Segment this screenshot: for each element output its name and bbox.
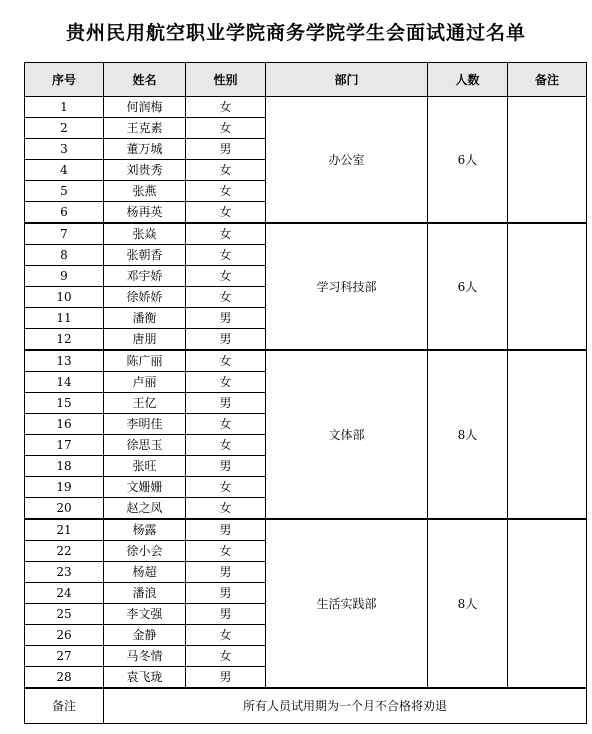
header-row	[25, 63, 587, 97]
cell-seq: 9	[25, 266, 104, 287]
cell-gender: 女	[186, 646, 266, 667]
cell-seq: 11	[25, 308, 104, 329]
cell-seq: 13	[25, 350, 104, 372]
roster-body	[25, 97, 587, 689]
cell-note	[508, 350, 587, 519]
cell-gender: 男	[186, 583, 266, 604]
cell-name: 张旺	[104, 456, 186, 477]
cell-name: 袁飞珑	[104, 667, 186, 689]
cell-gender: 女	[186, 118, 266, 139]
cell-gender: 男	[186, 456, 266, 477]
cell-gender: 女	[186, 350, 266, 372]
cell-name: 赵之凤	[104, 498, 186, 520]
cell-name: 董万城	[104, 139, 186, 160]
cell-seq: 26	[25, 625, 104, 646]
cell-note	[508, 223, 587, 350]
cell-gender: 男	[186, 667, 266, 689]
cell-name: 王克素	[104, 118, 186, 139]
cell-gender: 男	[186, 562, 266, 583]
cell-seq: 3	[25, 139, 104, 160]
cell-seq: 5	[25, 181, 104, 202]
cell-gender: 女	[186, 160, 266, 181]
cell-name: 张朝香	[104, 245, 186, 266]
cell-count: 6人	[428, 223, 508, 350]
cell-dept: 办公室	[266, 97, 428, 224]
cell-gender: 女	[186, 372, 266, 393]
cell-gender: 女	[186, 245, 266, 266]
header-dept: 部门	[266, 63, 428, 97]
cell-note	[508, 97, 587, 224]
cell-name: 李文强	[104, 604, 186, 625]
cell-name: 唐朋	[104, 329, 186, 351]
table-row	[25, 519, 587, 541]
cell-seq: 18	[25, 456, 104, 477]
table-row	[25, 223, 587, 245]
cell-seq: 14	[25, 372, 104, 393]
table-row	[25, 350, 587, 372]
cell-name: 潘浪	[104, 583, 186, 604]
cell-seq: 1	[25, 97, 104, 118]
cell-seq: 20	[25, 498, 104, 520]
cell-name: 卢丽	[104, 372, 186, 393]
remark-label: 备注	[25, 688, 104, 724]
cell-name: 张焱	[104, 223, 186, 245]
header-gender: 性别	[186, 63, 266, 97]
cell-gender: 女	[186, 477, 266, 498]
header-seq: 序号	[25, 63, 104, 97]
cell-seq: 6	[25, 202, 104, 224]
cell-name: 文姗姗	[104, 477, 186, 498]
cell-seq: 15	[25, 393, 104, 414]
cell-seq: 24	[25, 583, 104, 604]
cell-gender: 女	[186, 97, 266, 118]
cell-seq: 17	[25, 435, 104, 456]
cell-count: 6人	[428, 97, 508, 224]
cell-seq: 23	[25, 562, 104, 583]
cell-count: 8人	[428, 519, 508, 688]
cell-gender: 女	[186, 435, 266, 456]
cell-gender: 男	[186, 604, 266, 625]
cell-name: 何润梅	[104, 97, 186, 118]
cell-gender: 女	[186, 541, 266, 562]
cell-seq: 8	[25, 245, 104, 266]
cell-name: 陈广丽	[104, 350, 186, 372]
cell-gender: 女	[186, 625, 266, 646]
cell-dept: 文体部	[266, 350, 428, 519]
cell-seq: 28	[25, 667, 104, 689]
cell-name: 马冬情	[104, 646, 186, 667]
cell-name: 张燕	[104, 181, 186, 202]
cell-gender: 女	[186, 181, 266, 202]
cell-count: 8人	[428, 350, 508, 519]
header-name: 姓名	[104, 63, 186, 97]
cell-gender: 女	[186, 266, 266, 287]
cell-gender: 女	[186, 202, 266, 224]
cell-seq: 25	[25, 604, 104, 625]
remark-row	[25, 688, 587, 724]
cell-dept: 学习科技部	[266, 223, 428, 350]
cell-seq: 19	[25, 477, 104, 498]
cell-name: 杨超	[104, 562, 186, 583]
cell-name: 邓宇娇	[104, 266, 186, 287]
cell-gender: 男	[186, 308, 266, 329]
cell-seq: 7	[25, 223, 104, 245]
cell-name: 潘衡	[104, 308, 186, 329]
cell-name: 杨再英	[104, 202, 186, 224]
cell-seq: 21	[25, 519, 104, 541]
cell-gender: 男	[186, 139, 266, 160]
cell-name: 徐娇娇	[104, 287, 186, 308]
cell-seq: 4	[25, 160, 104, 181]
header-count: 人数	[428, 63, 508, 97]
cell-gender: 男	[186, 393, 266, 414]
cell-name: 徐小会	[104, 541, 186, 562]
cell-seq: 27	[25, 646, 104, 667]
page-title: 贵州民用航空职业学院商务学院学生会面试通过名单	[65, 22, 526, 44]
cell-dept: 生活实践部	[266, 519, 428, 688]
cell-name: 金静	[104, 625, 186, 646]
cell-name: 刘贵秀	[104, 160, 186, 181]
cell-seq: 22	[25, 541, 104, 562]
cell-seq: 16	[25, 414, 104, 435]
header-note: 备注	[508, 63, 587, 97]
cell-gender: 女	[186, 414, 266, 435]
roster-table	[24, 62, 587, 724]
cell-gender: 女	[186, 223, 266, 245]
cell-seq: 2	[25, 118, 104, 139]
cell-name: 杨露	[104, 519, 186, 541]
cell-gender: 女	[186, 498, 266, 520]
table-row	[25, 97, 587, 118]
cell-name: 徐思玉	[104, 435, 186, 456]
cell-name: 王亿	[104, 393, 186, 414]
cell-gender: 男	[186, 329, 266, 351]
remark-text: 所有人员试用期为一个月不合格将劝退	[104, 688, 587, 724]
cell-gender: 女	[186, 287, 266, 308]
cell-seq: 10	[25, 287, 104, 308]
cell-name: 李明佳	[104, 414, 186, 435]
cell-seq: 12	[25, 329, 104, 351]
cell-note	[508, 519, 587, 688]
cell-gender: 男	[186, 519, 266, 541]
